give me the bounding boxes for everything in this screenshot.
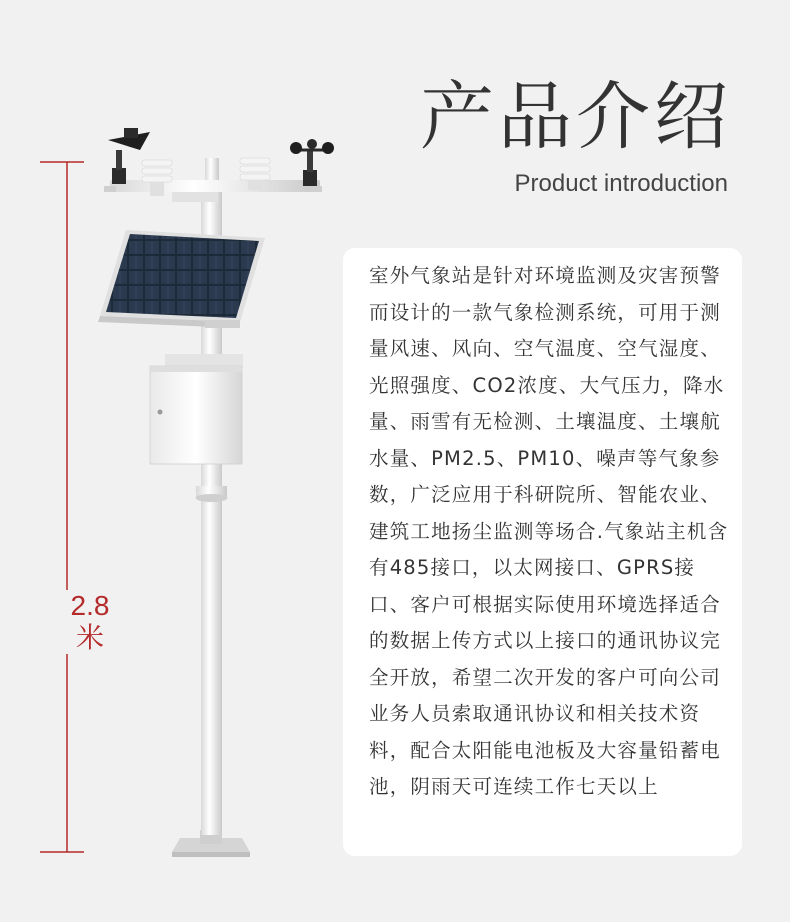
height-dimension-line: [40, 162, 84, 852]
description-card: [343, 248, 742, 856]
height-unit: 米: [75, 622, 104, 653]
height-dimension-label: [60, 590, 120, 654]
description-text: 室外气象站是针对环境监测及灾害预警而设计的一款气象检测系统，可用于测量风速、风向、空气温度、空气湿度、光照强度、CO2浓度、大气压力，降水量、雨雪有无检测、土壤温度、土壤航水量、PM2.5、PM10、噪声等气象参数，广泛应用于科研院所、智能农业、建筑工地扬尘监测等场合.气象站主机含有485接口，以太网接口、GPRS接口、客户可根据实际使用环境选择适合的数据上传方式以上接口的通讯协议完全开放，希望二次开发的客户可向公司业务人员索取通讯协议和相关技术资料，配合太阳能电池板及大容量铅蓄电池，阴雨天可连续工作七天以上: [369, 264, 729, 798]
height-value: 2.8: [70, 590, 110, 621]
page-title: 产品介绍: [420, 74, 732, 160]
page-subtitle: Product introduction: [514, 170, 728, 197]
weather-station-pole-icon: [0, 0, 340, 922]
